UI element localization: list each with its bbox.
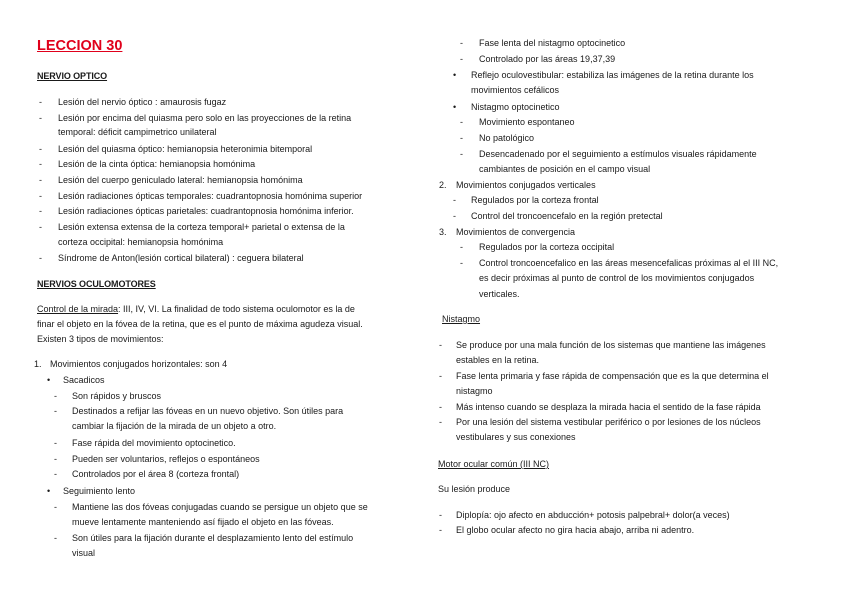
list-item: nistagmo bbox=[456, 386, 493, 396]
dash-bullet: - bbox=[54, 454, 57, 464]
section-heading-nistagmo: Nistagmo bbox=[442, 314, 481, 324]
list-item: temporal: déficit campimetrico unilateral bbox=[58, 127, 217, 137]
numbered-item: Movimientos conjugados horizontales: son 4 bbox=[50, 359, 228, 369]
dash-bullet: - bbox=[39, 206, 42, 216]
list-item: Controlados por el área 8 (corteza frontal) bbox=[72, 469, 240, 479]
list-item: cambiantes de posición en el campo visual bbox=[479, 164, 651, 174]
list-item: Controlado por las áreas 19,37,39 bbox=[479, 54, 616, 64]
list-item: es decir próximas al punto de control de los movimientos conjugados bbox=[479, 273, 755, 283]
dash-bullet: - bbox=[439, 417, 442, 427]
number-marker: 1. bbox=[34, 359, 42, 369]
section-heading-motor-ocular: Motor ocular común (III NC) bbox=[438, 459, 550, 469]
dash-bullet: - bbox=[460, 38, 463, 48]
round-bullet: • bbox=[453, 70, 457, 80]
list-item: Lesión radiaciones ópticas temporales: cuadrantopnosia homónima superior bbox=[58, 191, 363, 201]
dash-bullet: - bbox=[54, 469, 57, 479]
round-bullet: • bbox=[453, 102, 457, 112]
control-label: Control de la mirada bbox=[37, 304, 119, 314]
dash-bullet: - bbox=[460, 149, 463, 159]
numbered-item: Movimientos conjugados verticales bbox=[456, 180, 596, 190]
dash-bullet: - bbox=[439, 525, 442, 535]
number-marker: 2. bbox=[439, 180, 447, 190]
list-item: Son útiles para la fijación durante el desplazamiento lento del estímulo bbox=[72, 533, 354, 543]
list-item: Lesión del nervio óptico : amaurosis fugaz bbox=[58, 97, 227, 107]
list-item: Fase rápida del movimiento optocinetico. bbox=[72, 438, 236, 448]
list-item: El globo ocular afecto no gira hacia abajo, arriba ni adentro. bbox=[456, 525, 695, 535]
dash-bullet: - bbox=[39, 222, 42, 232]
dash-bullet: - bbox=[54, 533, 57, 543]
list-item: Lesión radiaciones ópticas parietales: cuadrantopnosia homónima inferior. bbox=[58, 206, 354, 216]
round-bullet: • bbox=[47, 486, 51, 496]
dash-bullet: - bbox=[39, 191, 42, 201]
sub-heading-nistagmo-optocinetico: Nistagmo optocinetico bbox=[471, 102, 560, 112]
dash-bullet: - bbox=[39, 253, 42, 263]
dash-bullet: - bbox=[439, 340, 442, 350]
paragraph-line: Control de la mirada: III, IV, VI. La finalidad de todo sistema oculomotor es la de bbox=[37, 304, 355, 314]
list-item: verticales. bbox=[479, 289, 520, 299]
list-item: mueve lentamente manteniendo así fijado el objeto en las fóveas. bbox=[72, 517, 334, 527]
dash-bullet: - bbox=[54, 406, 57, 416]
list-item: vestibulares y sus conexiones bbox=[456, 432, 576, 442]
page-title: LECCION 30 bbox=[37, 38, 123, 54]
round-bullet: • bbox=[47, 375, 51, 385]
dash-bullet: - bbox=[39, 144, 42, 154]
dash-bullet: - bbox=[460, 133, 463, 143]
list-item: movimientos cefálicos bbox=[471, 85, 560, 95]
dash-bullet: - bbox=[39, 159, 42, 169]
paragraph-line: Existen 3 tipos de movimientos: bbox=[37, 334, 164, 344]
dash-bullet: - bbox=[39, 113, 42, 123]
sub-heading-sacadicos: Sacadicos bbox=[63, 375, 105, 385]
list-item: Destinados a refijar las fóveas en un nuevo objetivo. Son útiles para bbox=[72, 406, 344, 416]
list-item: Se produce por una mala función de los sistemas que mantiene las imágenes bbox=[456, 340, 766, 350]
dash-bullet: - bbox=[460, 117, 463, 127]
dash-bullet: - bbox=[453, 195, 456, 205]
dash-bullet: - bbox=[39, 175, 42, 185]
number-marker: 3. bbox=[439, 227, 447, 237]
paragraph-line: finar el objeto en la fóvea de la retina, que es el punto de máxima agudeza visual. bbox=[37, 319, 363, 329]
dash-bullet: - bbox=[54, 438, 57, 448]
list-item: Regulados por la corteza occipital bbox=[479, 242, 615, 252]
dash-bullet: - bbox=[460, 242, 463, 252]
sub-heading-lesion: Su lesión produce bbox=[438, 484, 511, 494]
dash-bullet: - bbox=[439, 371, 442, 381]
list-item: Lesión del quiasma óptico: hemianopsia heteronimia bitemporal bbox=[58, 144, 313, 154]
list-item: Lesión por encima del quiasma pero solo en las proyecciones de la retina bbox=[58, 113, 352, 123]
list-item: corteza occipital: hemianopsia homónima bbox=[58, 237, 224, 247]
list-item: estables en la retina. bbox=[456, 355, 540, 365]
list-item: Desencadenado por el seguimiento a estímulos visuales rápidamente bbox=[479, 149, 757, 159]
sub-heading-seguimiento: Seguimiento lento bbox=[63, 486, 136, 496]
list-item: Mantiene las dos fóveas conjugadas cuando se persigue un objeto que se bbox=[72, 502, 368, 512]
list-item: Regulados por la corteza frontal bbox=[471, 195, 599, 205]
list-item: Pueden ser voluntarios, reflejos o espontáneos bbox=[72, 454, 260, 464]
dash-bullet: - bbox=[54, 391, 57, 401]
list-item: Lesión extensa extensa de la corteza temporal+ parietal o extensa de la bbox=[58, 222, 345, 232]
list-item: Control troncoencefalico en las áreas mesencefalicas próximas al el III NC, bbox=[479, 258, 779, 268]
list-item: Son rápidos y bruscos bbox=[72, 391, 162, 401]
dash-bullet: - bbox=[460, 258, 463, 268]
list-item: Por una lesión del sistema vestibular periférico o por lesiones de los núcleos bbox=[456, 417, 761, 427]
numbered-item: Movimientos de convergencia bbox=[456, 227, 576, 237]
dash-bullet: - bbox=[54, 502, 57, 512]
list-item: Más intenso cuando se desplaza la mirada hacia el sentido de la fase rápida bbox=[456, 402, 761, 412]
list-item: Síndrome de Anton(lesión cortical bilateral) : ceguera bilateral bbox=[58, 253, 304, 263]
dash-bullet: - bbox=[439, 510, 442, 520]
list-item: Diplopía: ojo afecto en abducción+ potosis palpebral+ dolor(a veces) bbox=[456, 510, 730, 520]
list-item: visual bbox=[72, 548, 96, 558]
dash-bullet: - bbox=[439, 402, 442, 412]
dash-bullet: - bbox=[460, 54, 463, 64]
list-item: cambiar la fijación de la mirada de un objeto a otro. bbox=[72, 421, 277, 431]
section-heading-nervios-oculomotores: NERVIOS OCULOMOTORES bbox=[37, 279, 156, 289]
list-item: Lesión de la cinta óptica: hemianopsia homónima bbox=[58, 159, 256, 169]
dash-bullet: - bbox=[453, 211, 456, 221]
list-item: Lesión del cuerpo geniculado lateral: hemianopsia homónima bbox=[58, 175, 303, 185]
list-item: No patológico bbox=[479, 133, 535, 143]
section-heading-nervio-optico: NERVIO OPTICO bbox=[37, 71, 108, 81]
list-item: Reflejo oculovestibular: estabiliza las imágenes de la retina durante los bbox=[471, 70, 754, 80]
list-item: Movimiento espontaneo bbox=[479, 117, 575, 127]
list-item: Fase lenta primaria y fase rápida de compensación que es la que determina el bbox=[456, 371, 769, 381]
dash-bullet: - bbox=[39, 97, 42, 107]
list-item: Fase lenta del nistagmo optocinetico bbox=[479, 38, 626, 48]
list-item: Control del troncoencefalo en la región pretectal bbox=[471, 211, 663, 221]
